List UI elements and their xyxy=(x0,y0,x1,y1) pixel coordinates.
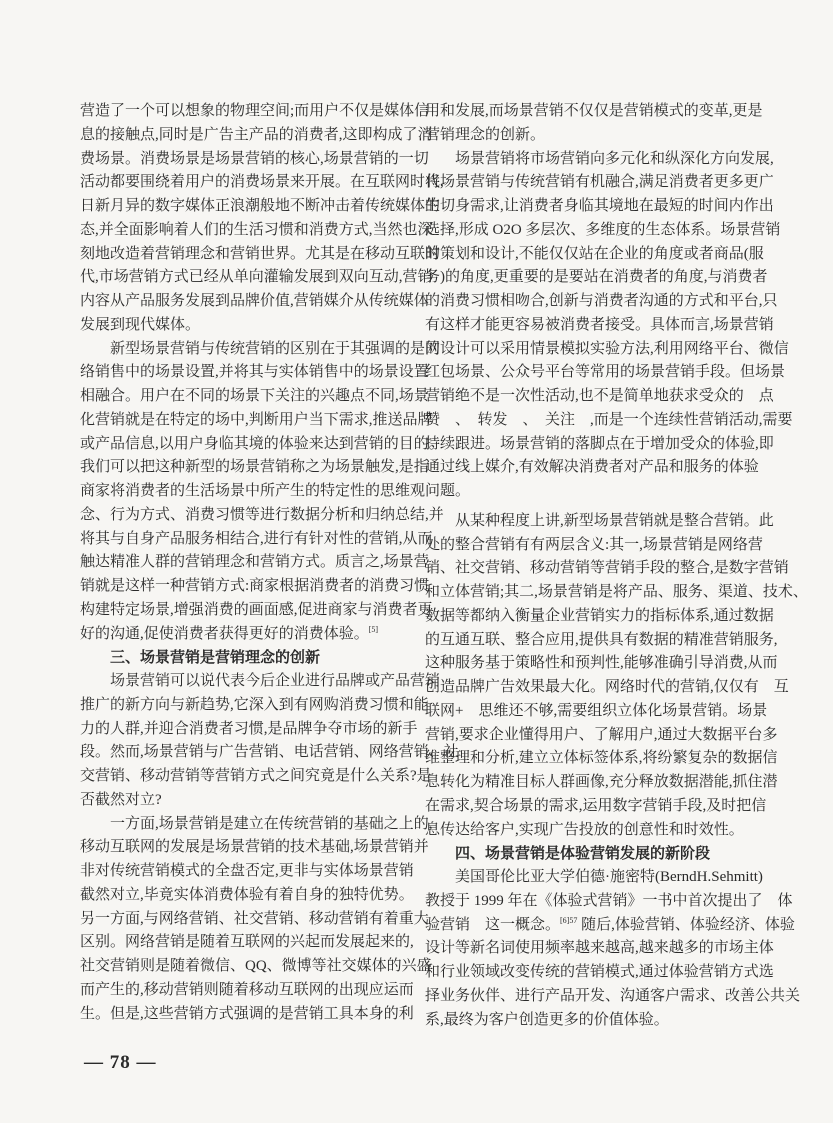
line-text: 化营销就是在特定的场中,判断用户当下需求,推送品牌 xyxy=(80,411,433,428)
text-line xyxy=(80,860,414,884)
line-text: 否截然对立? xyxy=(80,791,162,808)
text-line xyxy=(425,124,757,148)
text-line xyxy=(80,670,441,694)
text-line xyxy=(425,937,774,961)
text-line xyxy=(80,314,411,338)
text-line xyxy=(425,724,778,748)
text-line xyxy=(425,795,767,819)
line-text: 的策划和设计,不能仅仅站在企业的角度或者商品(服 xyxy=(425,245,764,262)
text-line xyxy=(80,931,414,955)
line-text: 新型场景营销与传统营销的区别在于其强调的是网 xyxy=(110,340,441,357)
line-text: 将场景营销与传统营销有机融合,满足消费者更多更广 xyxy=(425,174,774,191)
text-line xyxy=(425,148,774,172)
text-line xyxy=(80,623,411,647)
line-text: 我们可以把这种新型的场景营销称之为场景触发,是指 xyxy=(80,459,429,476)
text-line xyxy=(425,771,778,795)
text-line xyxy=(80,361,429,385)
line-text: 或产品信息,以用户身临其境的体验来达到营销的目的。 xyxy=(80,435,444,452)
text-line xyxy=(425,890,793,914)
line-text: 社交营销则是随着微信、QQ、微博等社交媒体的兴盛 xyxy=(80,958,432,974)
line-text: 活动都要围绕着用户的消费场景来开展。在互联网时代, xyxy=(80,174,444,191)
text-line xyxy=(425,557,789,581)
line-text: 四、场景营销是体验营销发展的新阶段 xyxy=(455,844,711,863)
text-line xyxy=(425,700,768,724)
line-text: 非对传统营销模式的全盘否定,更非与实体场景营销 xyxy=(80,863,414,879)
text-line xyxy=(425,361,786,385)
text-line xyxy=(80,219,433,243)
text-line xyxy=(80,338,441,362)
text-line xyxy=(425,510,774,534)
text-line xyxy=(80,195,441,219)
text-line xyxy=(80,171,444,195)
text-line xyxy=(425,219,781,243)
line-text: 处的整合营销有有两层含义:其一,场景营销是网络营 xyxy=(425,536,763,553)
line-text: 触达精准人群的营销理念和营销方式。质言之,场景营 xyxy=(80,554,429,571)
text-line xyxy=(80,148,429,172)
line-text: 择业务伙伴、进行产品开发、沟通客户需求、改善公共关 xyxy=(425,987,801,1004)
line-text: 和行业领域改变传统的营销模式,通过体验营销方式选 xyxy=(425,964,774,980)
text-line xyxy=(425,676,789,700)
text-line xyxy=(80,528,433,552)
line-text: 态,并全面影响着人们的生活习惯和消费方式,当然也深 xyxy=(80,221,433,238)
line-text: 推广的新方向与新趋势,它深入到有网购消费习惯和能 xyxy=(80,696,429,713)
line-text: 验营销 这一概念。 xyxy=(425,916,561,933)
text-line xyxy=(80,124,433,148)
line-text: 联网+ 思维还不够,需要组织立体化场景营销。场景 xyxy=(425,702,768,719)
line-text: 创造品牌广告效果最大化。网络时代的营销,仅仅有 互 xyxy=(425,679,789,695)
text-line xyxy=(425,456,757,480)
citation-reference: [5] xyxy=(368,624,379,634)
line-text: 营销绝不是一次性活动,也不是简单地获求受众的 点 xyxy=(425,388,774,404)
text-line xyxy=(425,581,808,605)
line-text: 络销售中的场景设置,并将其与实体销售中的场景设置 xyxy=(80,364,429,381)
text-line xyxy=(80,955,432,979)
text-line xyxy=(80,433,444,457)
line-text: 发展到现代媒体。 xyxy=(80,316,201,333)
line-text: 商家将消费者的生活场景中所产生的特定性的思维观 xyxy=(80,483,426,499)
text-line xyxy=(425,290,778,314)
line-text: 段。然而,场景营销与广告营销、电话营销、网络营销、社 xyxy=(80,744,459,761)
line-text: 营销,要求企业懂得用户、了解用户,通过大数据平台多 xyxy=(425,726,778,743)
right-text-column xyxy=(425,100,808,1032)
text-line xyxy=(425,866,763,890)
text-line xyxy=(425,652,778,676)
line-text: 数据等都纳入衡量企业营销实力的指标体系,通过数据 xyxy=(425,607,774,624)
text-line xyxy=(80,718,418,742)
text-line xyxy=(80,385,429,409)
line-text: 代,市场营销方式已经从单向灌输发展到双向互动,营销 xyxy=(80,269,433,286)
line-text: 而产生的,移动营销则随着移动互联网的出现应运而 xyxy=(80,981,414,998)
line-text: 维整理和分析,建立立体标签体系,将纷繁复杂的数据信 xyxy=(425,750,778,767)
text-line xyxy=(425,534,763,558)
line-text: 息的接触点,同时是广告主产品的消费者,这即构成了消 xyxy=(80,126,433,143)
text-line xyxy=(80,266,433,290)
text-line xyxy=(425,314,774,338)
text-line xyxy=(425,433,774,457)
line-text: 另一方面,与网络营销、社交营销、移动营销有着重大 xyxy=(80,910,429,927)
line-text: 销、社交营销、移动营销等营销手段的整合,是数字营销 xyxy=(425,560,789,577)
line-text: 日新月异的数字媒体正浪潮般地不断冲击着传统媒体生 xyxy=(80,198,441,214)
text-line xyxy=(80,884,414,908)
line-text: 选择,形成 O2O 多层次、多维度的生态体系。场景营销 xyxy=(425,221,781,238)
line-text: 念、行为方式、消费习惯等进行数据分析和归纳总结,并 xyxy=(80,506,444,523)
text-line xyxy=(425,914,795,938)
text-line xyxy=(80,765,432,789)
section-heading xyxy=(80,646,411,670)
text-line xyxy=(80,599,433,623)
line-text: 持续跟进。场景营销的落脚点在于增加受众的体验,即 xyxy=(425,435,774,452)
text-line xyxy=(425,195,774,219)
text-line xyxy=(425,1009,757,1033)
line-text: 务)的角度,更重要的是要站在消费者的角度,与消费者 xyxy=(425,269,768,286)
text-line xyxy=(80,100,430,124)
text-line xyxy=(80,575,430,599)
line-text: 场景营销可以说代表今后企业进行品牌或产品营销 xyxy=(110,673,441,689)
section-heading xyxy=(425,842,757,866)
line-text: 息转化为精准目标人群画像,充分释放数据潜能,抓住潜 xyxy=(425,774,778,790)
line-text: 交营销、移动营销等营销方式之间究竟是什么关系?是 xyxy=(80,768,432,784)
text-line xyxy=(80,290,429,314)
line-text: 三、场景营销是营销理念的创新 xyxy=(110,648,321,667)
line-text: 营销理念的创新。 xyxy=(425,126,546,143)
text-line xyxy=(425,409,793,433)
text-line xyxy=(425,171,774,195)
text-line xyxy=(80,908,429,932)
line-text: 和立体营销;其二,场景营销是将产品、服务、渠道、技术、 xyxy=(425,584,808,600)
line-text: 美国哥伦比亚大学伯德·施密特(BerndH.Sehmitt) xyxy=(455,869,763,885)
line-text: 这种服务基于策略性和预判性,能够准确引导消费,从而 xyxy=(425,655,778,672)
text-line xyxy=(425,338,789,362)
line-text: 红包场景、公众号平台等常用的场景营销手段。但场景 xyxy=(425,364,786,381)
line-text: 力的人群,并迎合消费者习惯,是品牌争夺市场的新手 xyxy=(80,720,418,737)
line-text: 构建特定场景,增强消费的画面感,促进商家与消费者更 xyxy=(80,601,433,618)
text-line xyxy=(425,961,774,985)
line-text: 的消费习惯相吻合,创新与消费者沟通的方式和平台,只 xyxy=(425,293,778,309)
text-line xyxy=(425,266,768,290)
line-text: 销就是这样一种营销方式:商家根据消费者的消费习惯 xyxy=(80,578,430,594)
line-text: 移动互联网的发展是场景营销的技术基础,场景营销并 xyxy=(80,839,429,856)
text-line xyxy=(80,504,444,528)
text-line xyxy=(80,789,411,813)
text-line xyxy=(425,385,774,409)
text-line xyxy=(425,819,757,843)
text-line xyxy=(425,747,778,771)
text-line xyxy=(80,409,433,433)
line-text: 区别。网络营销是随着互联网的兴起而发展起来的, xyxy=(80,934,414,951)
text-line xyxy=(425,480,757,504)
text-line xyxy=(80,741,459,765)
line-text: 用和发展,而场景营销不仅仅是营销模式的变革,更是 xyxy=(425,103,763,119)
text-line xyxy=(425,629,778,653)
text-line xyxy=(425,243,764,267)
text-line xyxy=(80,480,426,504)
line-text: 随后,体验营销、体验经济、体验 xyxy=(577,916,795,933)
line-text: 的切身需求,让消费者身临其境地在最短的时间内作出 xyxy=(425,198,774,214)
text-line xyxy=(80,243,441,267)
line-text: 赞 、 转发 、 关注 ,而是一个连续性营销活动,需要 xyxy=(425,411,793,428)
line-text: 相融合。用户在不同的场景下关注的兴趣点不同,场景 xyxy=(80,388,429,404)
line-text: 教授于 1999 年在《体验式营销》一书中首次提出了 体 xyxy=(425,892,793,909)
line-text: 好的沟通,促使消费者获得更好的消费体验。 xyxy=(80,625,369,642)
line-text: 一方面,场景营销是建立在传统营销的基础之上的, xyxy=(110,815,433,832)
line-text: 从某种程度上讲,新型场景营销就是整合营销。此 xyxy=(455,512,774,529)
text-line xyxy=(80,813,433,837)
line-text: 费场景。消费场景是场景营销的核心,场景营销的一切 xyxy=(80,150,429,167)
text-line xyxy=(80,694,429,718)
text-line xyxy=(80,979,414,1003)
line-text: 有这样才能更容易被消费者接受。具体而言,场景营销 xyxy=(425,316,774,333)
line-text: 系,最终为客户创造更多的价值体验。 xyxy=(425,1011,669,1028)
line-text: 息传达给客户,实现广告投放的创意性和时效性。 xyxy=(425,821,744,838)
line-text: 的互通互联、整合应用,提供具有数据的精准营销服务, xyxy=(425,631,778,648)
line-text: 内容从产品服务发展到品牌价值,营销媒介从传统媒体 xyxy=(80,293,429,309)
line-text: 场景营销将市场营销向多元化和纵深化方向发展, xyxy=(455,150,774,167)
text-line xyxy=(80,551,429,575)
line-text: 营造了一个可以想象的物理空间;而用户不仅是媒体信 xyxy=(80,103,430,119)
line-text: 问题。 xyxy=(425,483,471,499)
citation-reference: [6]57 xyxy=(560,915,578,925)
text-line xyxy=(80,456,429,480)
line-text: 将其与自身产品服务相结合,进行有针对性的营销,从而 xyxy=(80,530,433,547)
line-text: 设计等新名词使用频率越来越高,越来越多的市场主体 xyxy=(425,940,774,957)
line-text: 在需求,契合场景的需求,运用数字营销手段,及时把信 xyxy=(425,797,767,814)
text-line xyxy=(80,1003,414,1027)
text-line xyxy=(425,100,763,124)
page-number: — 78 — xyxy=(84,1052,157,1073)
line-text: 通过线上媒介,有效解决消费者对产品和服务的体验 xyxy=(425,459,759,476)
text-line xyxy=(425,985,801,1009)
text-line xyxy=(80,836,429,860)
line-text: 截然对立,毕竟实体消费体验有着自身的独特优势。 xyxy=(80,886,414,903)
line-text: 刻地改造着营销理念和营销世界。尤其是在移动互联时 xyxy=(80,245,441,262)
line-text: 生。但是,这些营销方式强调的是营销工具本身的利 xyxy=(80,1005,414,1022)
text-line xyxy=(425,605,774,629)
line-text: 的设计可以采用情景模拟实验方法,利用网络平台、微信 xyxy=(425,340,789,357)
